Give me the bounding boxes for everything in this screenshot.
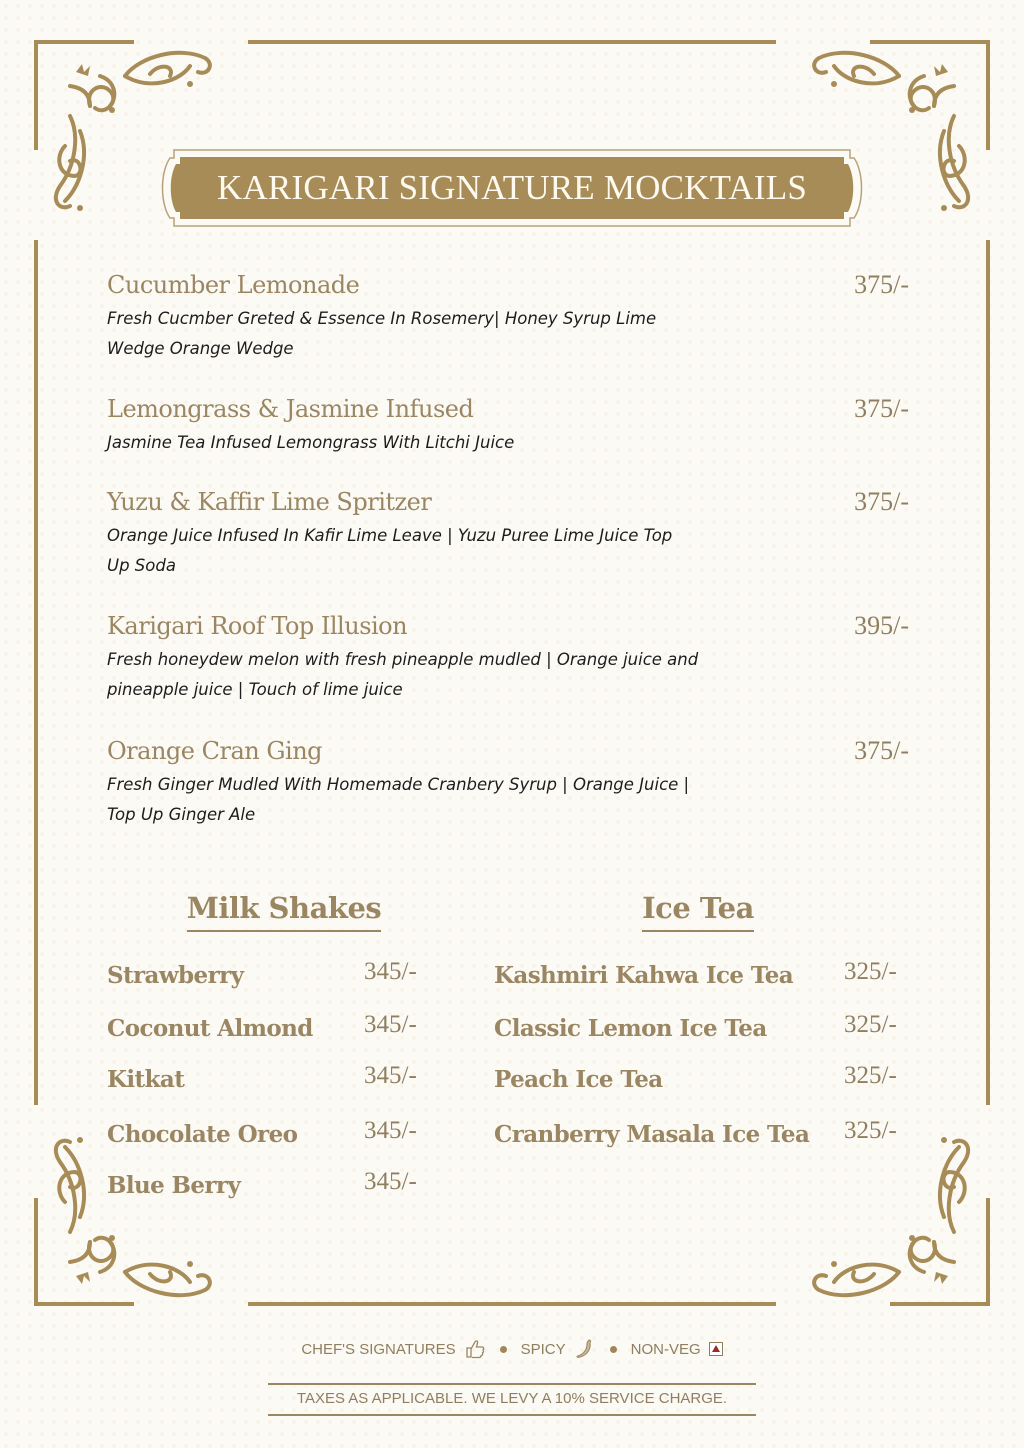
description-line: Orange Juice Infused In Kafir Lime Leave | Yuzu Puree Lime Juice Top (107, 526, 673, 545)
item-name: Kitkat (107, 1066, 185, 1093)
ice-tea-heading: Ice Tea (642, 888, 754, 932)
item-name: Kashmiri Kahwa Ice Tea (494, 962, 794, 989)
item-price: 325/- (844, 958, 897, 985)
item-price: 375/- (854, 487, 909, 516)
item-name: Cranberry Masala Ice Tea (494, 1121, 810, 1148)
item-name: Cucumber Lemonade (107, 271, 360, 299)
legend-separator-dot (610, 1346, 617, 1353)
item-description (107, 521, 787, 581)
chili-icon (574, 1338, 596, 1360)
border-bottom-middle (248, 1302, 776, 1306)
border-left-middle (34, 240, 38, 1105)
legend-separator-dot (500, 1346, 507, 1353)
description-line: Jasmine Tea Infused Lemongrass With Litchi Juice (107, 433, 515, 452)
description-line: Fresh Cucmber Greted & Essence In Rosemery| Honey Syrup Lime (107, 309, 657, 328)
description-line: pineapple juice | Touch of lime juice (107, 680, 403, 699)
description-line: Fresh honeydew melon with fresh pineapple mudled | Orange juice and (107, 650, 699, 669)
item-price: 375/- (854, 394, 909, 423)
legend-spicy: SPICY (520, 1340, 566, 1358)
item-price: 345/- (364, 958, 417, 985)
menu-item (107, 392, 917, 458)
ice-tea-row (494, 1011, 914, 1047)
item-price: 345/- (364, 1117, 417, 1144)
item-price: 395/- (854, 611, 909, 640)
section-title-milk-shakes (150, 888, 418, 932)
menu-item (107, 268, 917, 364)
item-price: 325/- (844, 1011, 897, 1038)
item-description (107, 645, 787, 705)
item-price: 345/- (364, 1011, 417, 1038)
menu-item (107, 485, 917, 581)
milk-shake-row (107, 1168, 437, 1204)
item-price: 345/- (364, 1168, 417, 1195)
milk-shake-row (107, 1011, 437, 1047)
item-description (107, 304, 787, 364)
ice-tea-row (494, 958, 914, 994)
milk-shakes-heading: Milk Shakes (187, 888, 382, 932)
item-name: Coconut Almond (107, 1015, 313, 1042)
border-right-middle (986, 240, 990, 1105)
menu-item (107, 609, 917, 705)
legend-non-veg: NON-VEG (630, 1340, 701, 1358)
footer-note: TAXES AS APPLICABLE. WE LEVY A 10% SERVICE CHARGE. (296, 1390, 728, 1407)
section-title-ice-tea (600, 888, 796, 932)
item-name: Yuzu & Kaffir Lime Spritzer (107, 488, 432, 516)
thumbs-up-icon (464, 1339, 486, 1359)
item-name: Chocolate Oreo (107, 1121, 298, 1148)
page-title: KARIGARI SIGNATURE MOCKTAILS (216, 168, 808, 207)
description-line: Top Up Ginger Ale (107, 805, 256, 824)
legend-chefs-signatures: CHEF'S SIGNATURES (301, 1340, 456, 1358)
milk-shake-row (107, 958, 437, 994)
item-description (107, 770, 787, 830)
legend (0, 1338, 1024, 1360)
description-line: Up Soda (107, 556, 176, 575)
menu-item (107, 734, 917, 830)
footer-divider-bottom (268, 1414, 756, 1416)
item-price: 375/- (854, 270, 909, 299)
item-price: 375/- (854, 736, 909, 765)
non-veg-triangle-icon (709, 1342, 723, 1356)
footer-divider-top (268, 1383, 756, 1385)
item-name: Blue Berry (107, 1172, 241, 1199)
item-price: 325/- (844, 1062, 897, 1089)
item-name: Lemongrass & Jasmine Infused (107, 395, 474, 423)
title-banner (160, 148, 864, 228)
milk-shake-row (107, 1117, 437, 1153)
item-description (107, 428, 787, 458)
item-name: Orange Cran Ging (107, 737, 323, 765)
item-name: Karigari Roof Top Illusion (107, 612, 408, 640)
item-name: Strawberry (107, 962, 244, 989)
description-line: Fresh Ginger Mudled With Homemade Cranbery Syrup | Orange Juice | (107, 775, 690, 794)
border-top-middle (248, 40, 776, 44)
item-price: 345/- (364, 1062, 417, 1089)
item-price: 325/- (844, 1117, 897, 1144)
item-name: Peach Ice Tea (494, 1066, 663, 1093)
description-line: Wedge Orange Wedge (107, 339, 294, 358)
milk-shake-row (107, 1062, 437, 1098)
item-name: Classic Lemon Ice Tea (494, 1015, 767, 1042)
ice-tea-row (494, 1062, 914, 1098)
ice-tea-row (494, 1117, 914, 1153)
